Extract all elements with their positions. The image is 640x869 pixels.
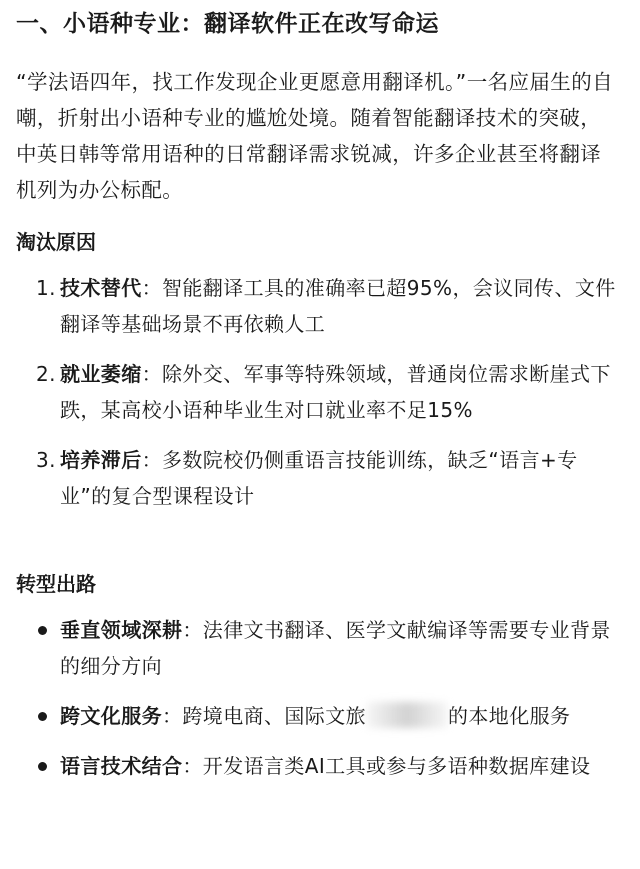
section-heading-transition: 转型出路 xyxy=(16,572,96,596)
bullet-icon xyxy=(38,762,47,771)
bullet-icon xyxy=(38,712,47,721)
item-term: 跨文化服务 xyxy=(60,704,162,728)
reasons-list xyxy=(0,270,622,528)
item-text: ：智能翻译工具的准确率已超95%，会议同传、文件翻译等基础场景不再依赖人工 xyxy=(60,276,616,336)
item-text: ：跨境电商、国际文旅 xyxy=(162,704,366,728)
list-item xyxy=(0,612,622,684)
item-text: ：法律文书翻译、医学文献编译等需要专业背景的细分方向 xyxy=(60,618,611,678)
list-item xyxy=(0,748,622,784)
item-term: 就业萎缩 xyxy=(60,362,142,386)
intro-paragraph: “学法语四年，找工作发现企业更愿意用翻译机。”一名应届生的自嘲，折射出小语种专业的尴尬处境。随着智能翻译技术的突破，中英日韩等常用语种的日常翻译需求锐减，许多企业甚至将翻译机列为办公标配。 xyxy=(16,70,613,202)
item-term: 技术替代 xyxy=(60,276,142,300)
item-term: 语言技术结合 xyxy=(60,754,183,778)
section-heading-reasons: 淘汰原因 xyxy=(16,230,96,254)
list-item xyxy=(0,442,622,514)
item-text: ：除外交、军事等特殊领域，普通岗位需求断崖式下跌，某高校小语种毕业生对口就业率不足15% xyxy=(60,362,611,422)
blurred-region xyxy=(366,702,448,728)
bullet-icon xyxy=(38,626,47,635)
item-term: 垂直领域深耕 xyxy=(60,618,183,642)
item-text: ：开发语言类AI工具或参与多语种数据库建设 xyxy=(182,754,591,778)
list-number: 1. xyxy=(36,276,56,300)
item-text: 的本地化服务 xyxy=(448,704,571,728)
item-term: 培养滞后 xyxy=(60,448,142,472)
item-text: ：多数院校仍侧重语言技能训练，缺乏“语言+专业”的复合型课程设计 xyxy=(60,448,578,508)
transition-list xyxy=(0,612,622,798)
list-item xyxy=(0,356,622,428)
list-item xyxy=(0,698,622,734)
article-title: 一、小语种专业：翻译软件正在改写命运 xyxy=(16,11,439,37)
list-number: 2. xyxy=(36,362,56,386)
list-number: 3. xyxy=(36,448,56,472)
list-item xyxy=(0,270,622,342)
